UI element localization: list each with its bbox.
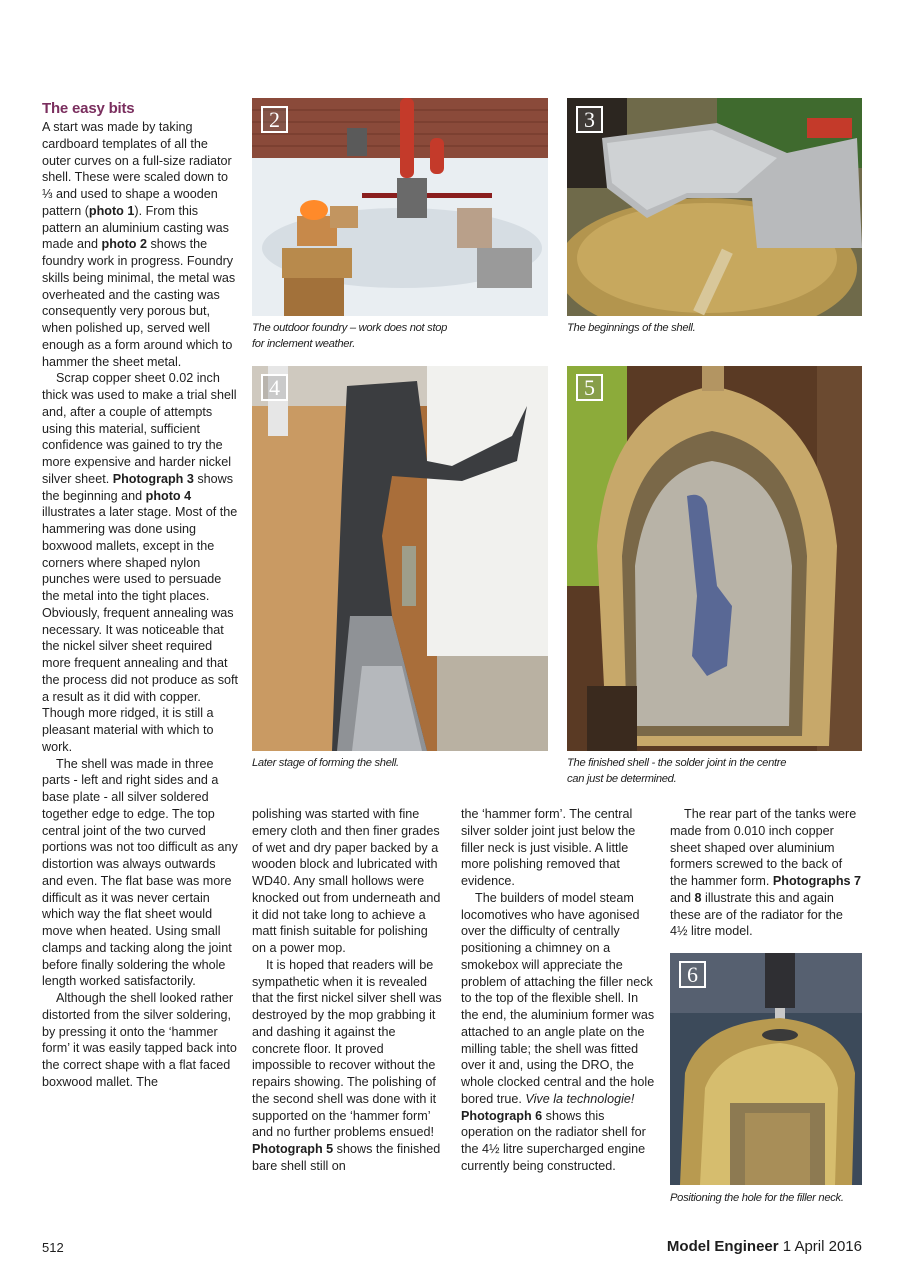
article-column-4 [670,806,862,940]
photo-number: 4 [261,374,288,401]
photo-number: 6 [679,961,706,988]
paragraph: A start was made by taking cardboard templates of all the outer curves on a full-size radiator shell. These were scaled down to ⅓ and used to shape a wooden pattern (photo 1). From this pattern an aluminium casting was made and photo 2 shows the foundry work in progress. Foundry skills being minimal, the metal was overheated and the casting was consequently very porous but, when polished up, served well enough as a form around which to hammer the sheet metal. [42,120,236,369]
photo-caption: The outdoor foundry – work does not stop for inclement weather. [252,322,448,350]
publication-footer: Model Engineer 1 April 2016 [666,1238,862,1255]
paragraph: the ‘hammer form’. The central silver solder joint just below the filler neck is just visible. A little more polishing removed that evidence. [461,807,636,888]
photo-caption: Positioning the hole for the filler neck. [670,1192,844,1204]
article-column-3 [461,806,659,1175]
page-number: 512 [42,1240,64,1255]
photo-caption: The beginnings of the shell. [567,322,696,334]
paragraph: The shell was made in three parts - left and right sides and a base plate - all silver soldered together edge to edge. The top central joint of the two curved portions was not too difficult as any distortion was always outwards and even. The flat base was more difficult as it was never certain which way the flat sheet would move when heated. Using small clamps and tacking along the joint before finally soldering the whole length worked satisfactorily. [42,756,238,989]
photo-shell-beginning [567,98,862,316]
photo-foundry [252,98,548,316]
photo-filler-neck [670,953,862,1185]
photo-number: 2 [261,106,288,133]
photo-caption: The finished shell - the solder joint in the centre can just be determined. [567,757,787,785]
photo-number: 5 [576,374,603,401]
photo-finished-shell [567,366,862,751]
section-heading: The easy bits [42,100,135,117]
paragraph: Scrap copper sheet 0.02 inch thick was used to make a trial shell and, after a couple of attempts using this material, sufficient confidence was gained to try the more expensive and harder nickel silver sheet. Photograph 3 shows the beginning and photo 4 illustrates a later stage. Most of the hammering was done using boxwood mallets, except in the corners where shaped nylon punches were used to persuade the metal into the tight places. Obviously, frequent annealing was necessary. It was noticeable that the nickel silver sheet required more frequent annealing and that the process did not produce as soft a result as it did with copper. Though more ridged, it is still a pleasant material with which to work. [42,371,239,754]
photo-shell-later-stage [252,366,548,751]
paragraph: The builders of model steam locomotives who have agonised over the difficulty of centrally positioning a chimney on a smokebox will appreciate the problem of attaching the filler neck to the top of the flexible shell. In the end, the aluminium former was attached to an angle plate on the milling table; the shell was fitted over it and, using the DRO, the whole clocked central and the hole bored true. Vive la technologie! Photograph 6 shows this operation on the radiator shell for the 4½ litre supercharged engine currently being constructed. [461,890,655,1173]
paragraph: polishing was started with fine emery cloth and then finer grades of wet and dry paper backed by a wooden block and lubricated with WD40. Any small hollows were knocked out from underneath and it did not take long to achieve a matt finish suitable for polishing on a power mop. [252,807,441,955]
paragraph: The rear part of the tanks were made from 0.010 inch copper sheet shaped over aluminium formers screwed to the back of the hammer form. Photographs 7 and 8 illustrate this and again these are of the radiator for the 4½ litre model. [670,807,862,939]
article-column-1 [42,100,239,1091]
photo-caption: Later stage of forming the shell. [252,757,399,769]
paragraph: Although the shell looked rather distorted from the silver soldering, by pressing it onto the ‘hammer form’ it was easily tapped back into the correct shape with a flat faced boxwood mallet. The [42,991,237,1089]
photo-number: 3 [576,106,603,133]
paragraph: It is hoped that readers will be sympathetic when it is revealed that the first nickel silver shell was destroyed by the mop grabbing it and dashing it against the concrete floor. It proved impossible to recover without the repairs showing. The polishing of the second shell was done with it supported on the ‘hammer form’ and no further problems ensued! Photograph 5 shows the finished bare shell still on [252,957,442,1173]
article-column-2 [252,806,444,1175]
